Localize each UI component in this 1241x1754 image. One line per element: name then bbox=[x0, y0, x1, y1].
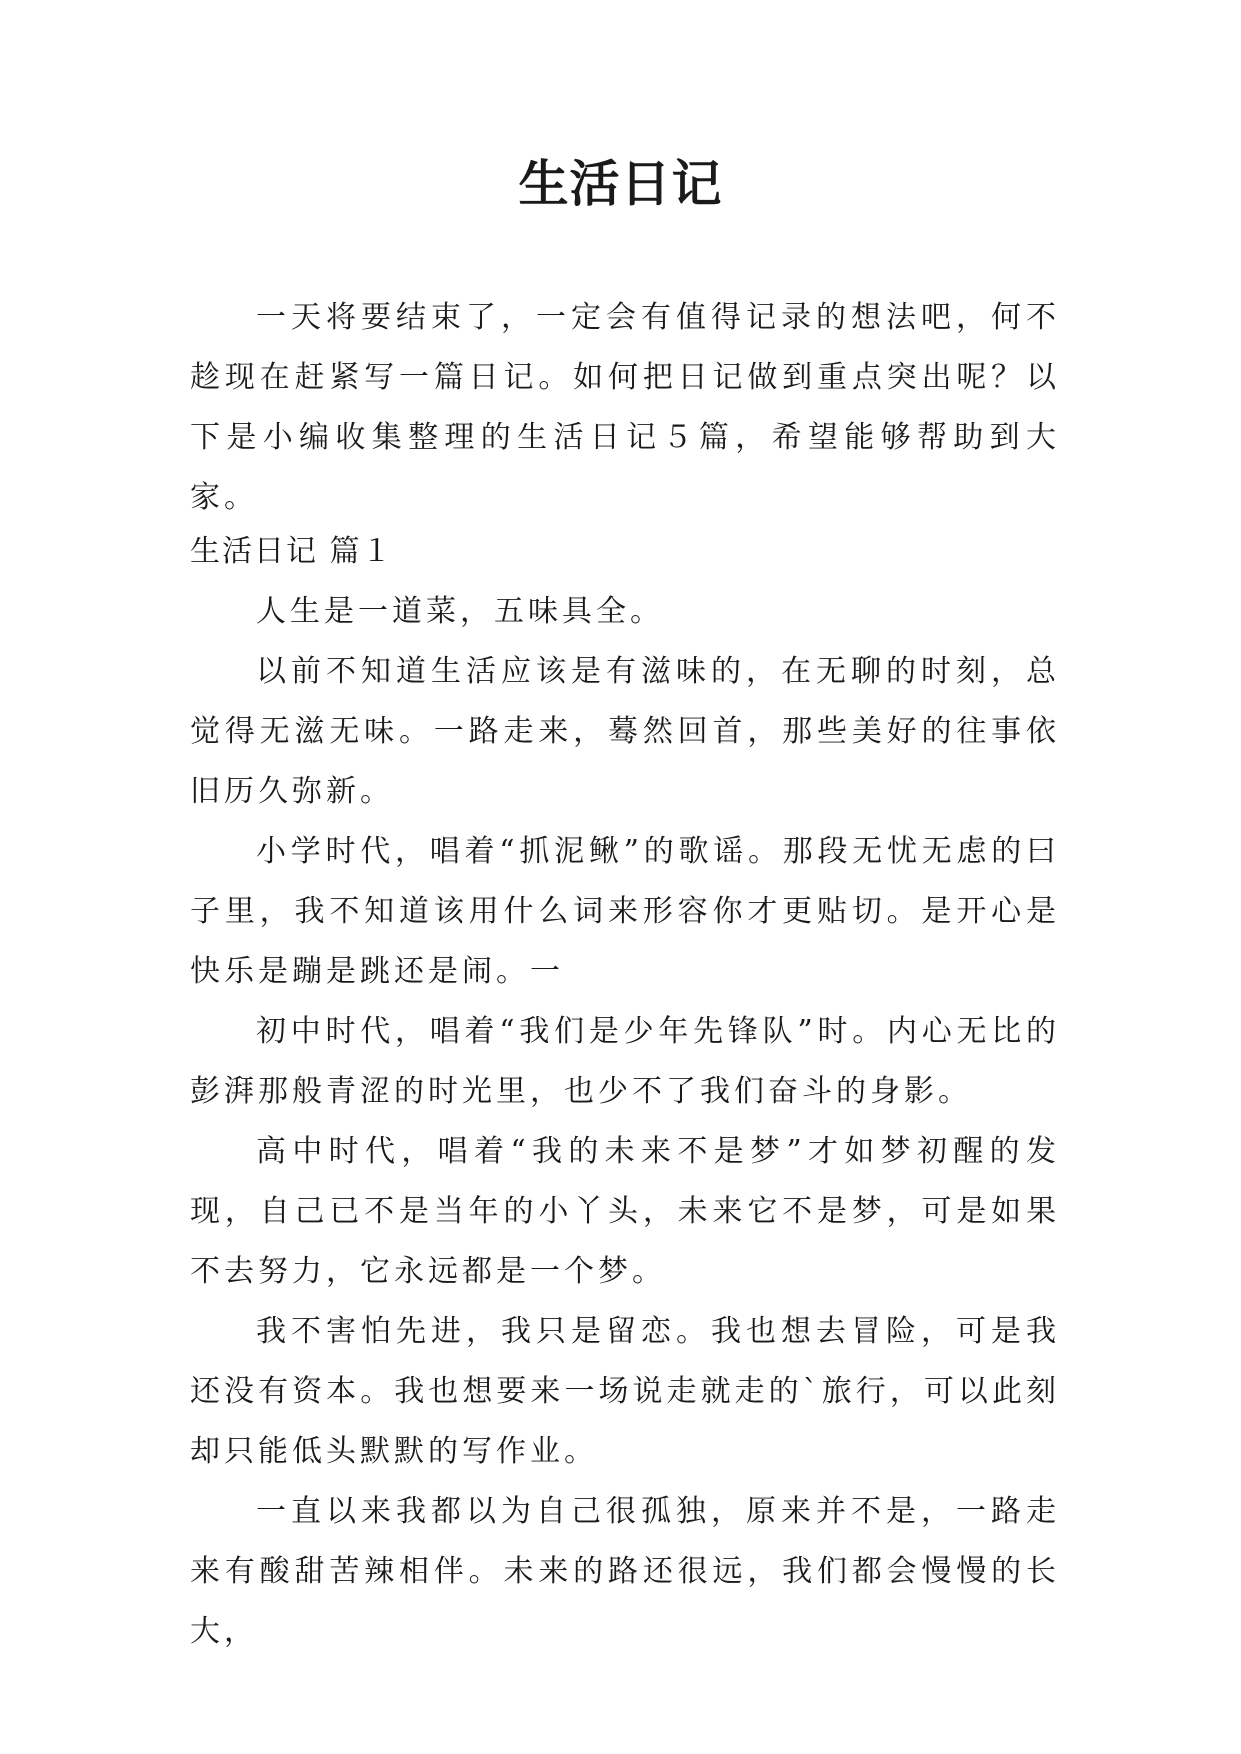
diary-section bbox=[190, 522, 1060, 1662]
intro-paragraph: 一天将要结束了，一定会有值得记录的想法吧，何不趁现在赶紧写一篇日记。如何把日记做到重点突出呢？以下是小编收集整理的生活日记５篇，希望能够帮助到大家。 bbox=[190, 300, 1060, 515]
paragraph: 小学时代，唱着“抓泥鳅”的歌谣。那段无忧无虑的曰子里，我不知道该用什么词来形容你才更贴切。是开心是快乐是蹦是跳还是闹。一 bbox=[190, 834, 1060, 989]
paragraph: 初中时代，唱着“我们是少年先锋队”时。内心无比的彭湃那般青涩的时光里，也少不了我们奋斗的身影。 bbox=[190, 1014, 1060, 1109]
section-heading: 生活日记 篇１ bbox=[190, 534, 394, 569]
document-title: 生活日记 bbox=[518, 154, 723, 213]
paragraph: 高中时代，唱着“我的未来不是梦”才如梦初醒的发现，自己已不是当年的小丫头，未来它不是梦，可是如果不去努力，它永远都是一个梦。 bbox=[190, 1134, 1060, 1289]
paragraph: 以前不知道生活应该是有滋味的，在无聊的时刻，总觉得无滋无味。一路走来，蓦然回首，那些美好的往事依旧历久弥新。 bbox=[190, 654, 1060, 809]
paragraph: 一直以来我都以为自己很孤独，原来并不是，一路走来有酸甜苦辣相伴。未来的路还很远，我们都会慢慢的长大， bbox=[190, 1494, 1060, 1649]
paragraph: 人生是一道菜，五味具全。 bbox=[256, 594, 664, 629]
intro-block bbox=[190, 288, 1060, 528]
paragraph: 我不害怕先进，我只是留恋。我也想去冒险，可是我还没有资本。我也想要来一场说走就走的`旅行，可以此刻却只能低头默默的写作业。 bbox=[190, 1314, 1060, 1469]
